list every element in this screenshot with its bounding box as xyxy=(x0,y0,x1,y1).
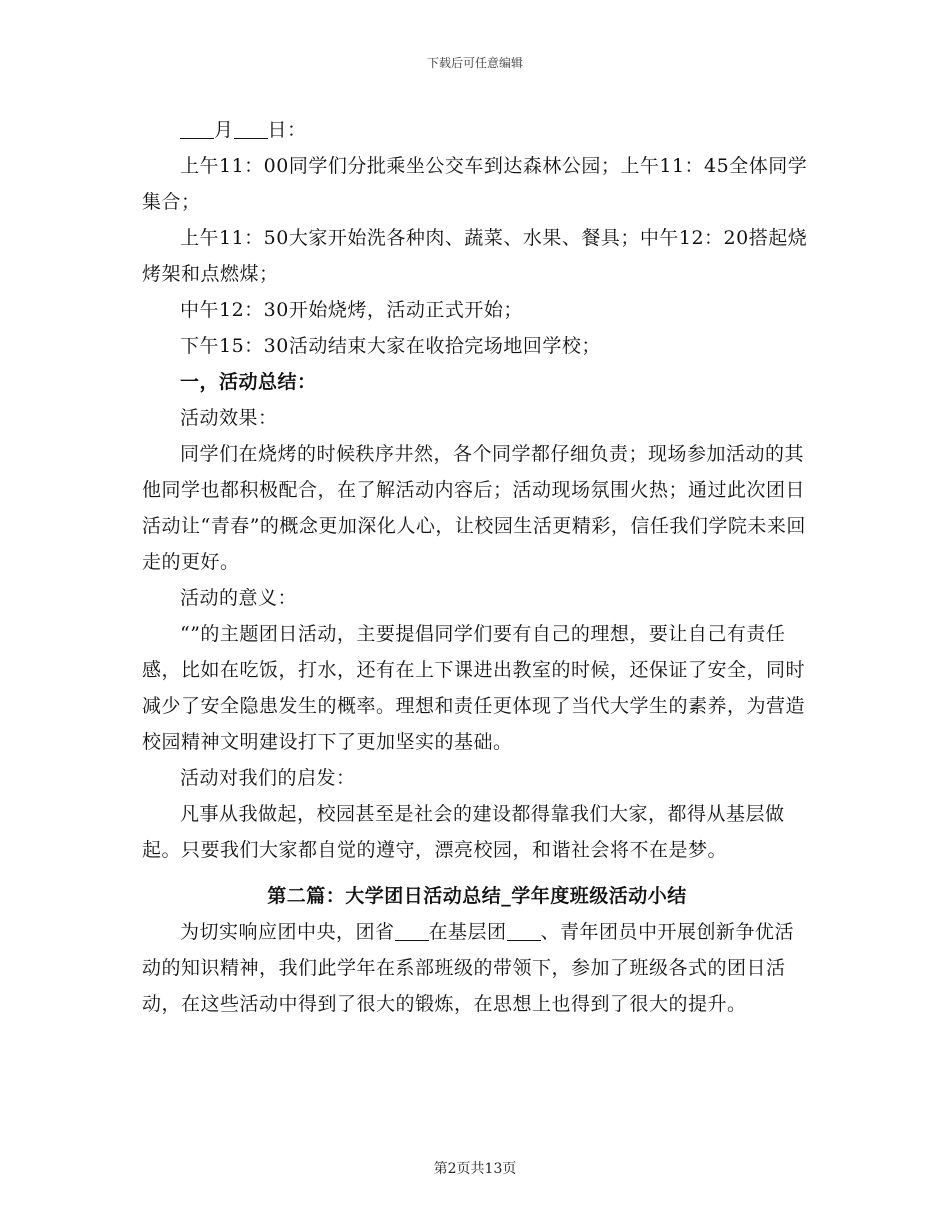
month-blank xyxy=(180,119,214,139)
insight-label: 活动对我们的启发： xyxy=(180,767,356,789)
page-footer: 第2页共13页 xyxy=(433,1161,517,1177)
part2-text-c: 、青年团员中开展创新争优活动的知识精神，我们此学年在系部班级的带领下，参加了班级各式的团日活动，在这些活动中得到了很大的锻炼，在思想上也得到了很大的提升。 xyxy=(142,921,795,1015)
insight-paragraph: 凡事从我做起，校园甚至是社会的建设都得靠我们大家，都得从基层做起。只要我们大家都自觉的遵守，漂亮校园，和谐社会将不在是梦。 xyxy=(142,803,785,861)
blank-2 xyxy=(507,921,541,941)
meaning-paragraph: “”的主题团日活动，主要提倡同学们要有自己的理想，要让自己有责任感，比如在吃饭，打水，还有在上下课进出教室的时候，还保证了安全，同时减少了安全隐患发生的概率。理想和责任更体现了当代大学生的素养，为营造校园精神文明建设打下了更加坚实的基础。 xyxy=(142,623,806,753)
date-line xyxy=(142,112,812,148)
blank-1 xyxy=(395,921,429,941)
summary-heading: 一，活动总结： xyxy=(180,371,317,393)
schedule-item: 下午15：30活动结束大家在收拾完场地回学校； xyxy=(180,335,601,357)
part2-paragraph xyxy=(142,914,812,1022)
day-label: 日： xyxy=(267,119,307,141)
schedule-item: 上午11：50大家开始洗各种肉、蔬菜、水果、餐具；中午12：20搭起烧烤架和点燃煤； xyxy=(142,227,808,285)
schedule-item: 中午12：30开始烧烤，活动正式开始； xyxy=(180,299,523,321)
page-header: 下载后可任意编辑 xyxy=(426,56,523,70)
effect-label: 活动效果： xyxy=(180,407,278,429)
part2-title: 第二篇：大学团日活动总结_学年度班级活动小结 xyxy=(267,885,687,907)
part2-text-b: 在基层团 xyxy=(428,921,507,943)
month-label: 月 xyxy=(214,119,234,141)
part2-text-a: 为切实响应团中央，团省 xyxy=(180,921,395,943)
document-body xyxy=(142,112,812,1022)
day-blank xyxy=(234,119,268,139)
effect-paragraph: 同学们在烧烤的时候秩序井然，各个同学都仔细负责；现场参加活动的其他同学也都积极配合，在了解活动内容后；活动现场氛围火热；通过此次团日活动让“青春”的概念更加深化人心，让校园生活更精彩，信任我们学院未来回走的更好。 xyxy=(142,443,806,573)
meaning-label: 活动的意义： xyxy=(180,587,298,609)
schedule-item: 上午11：00同学们分批乘坐公交车到达森林公园；上午11：45全体同学集合； xyxy=(142,155,808,213)
